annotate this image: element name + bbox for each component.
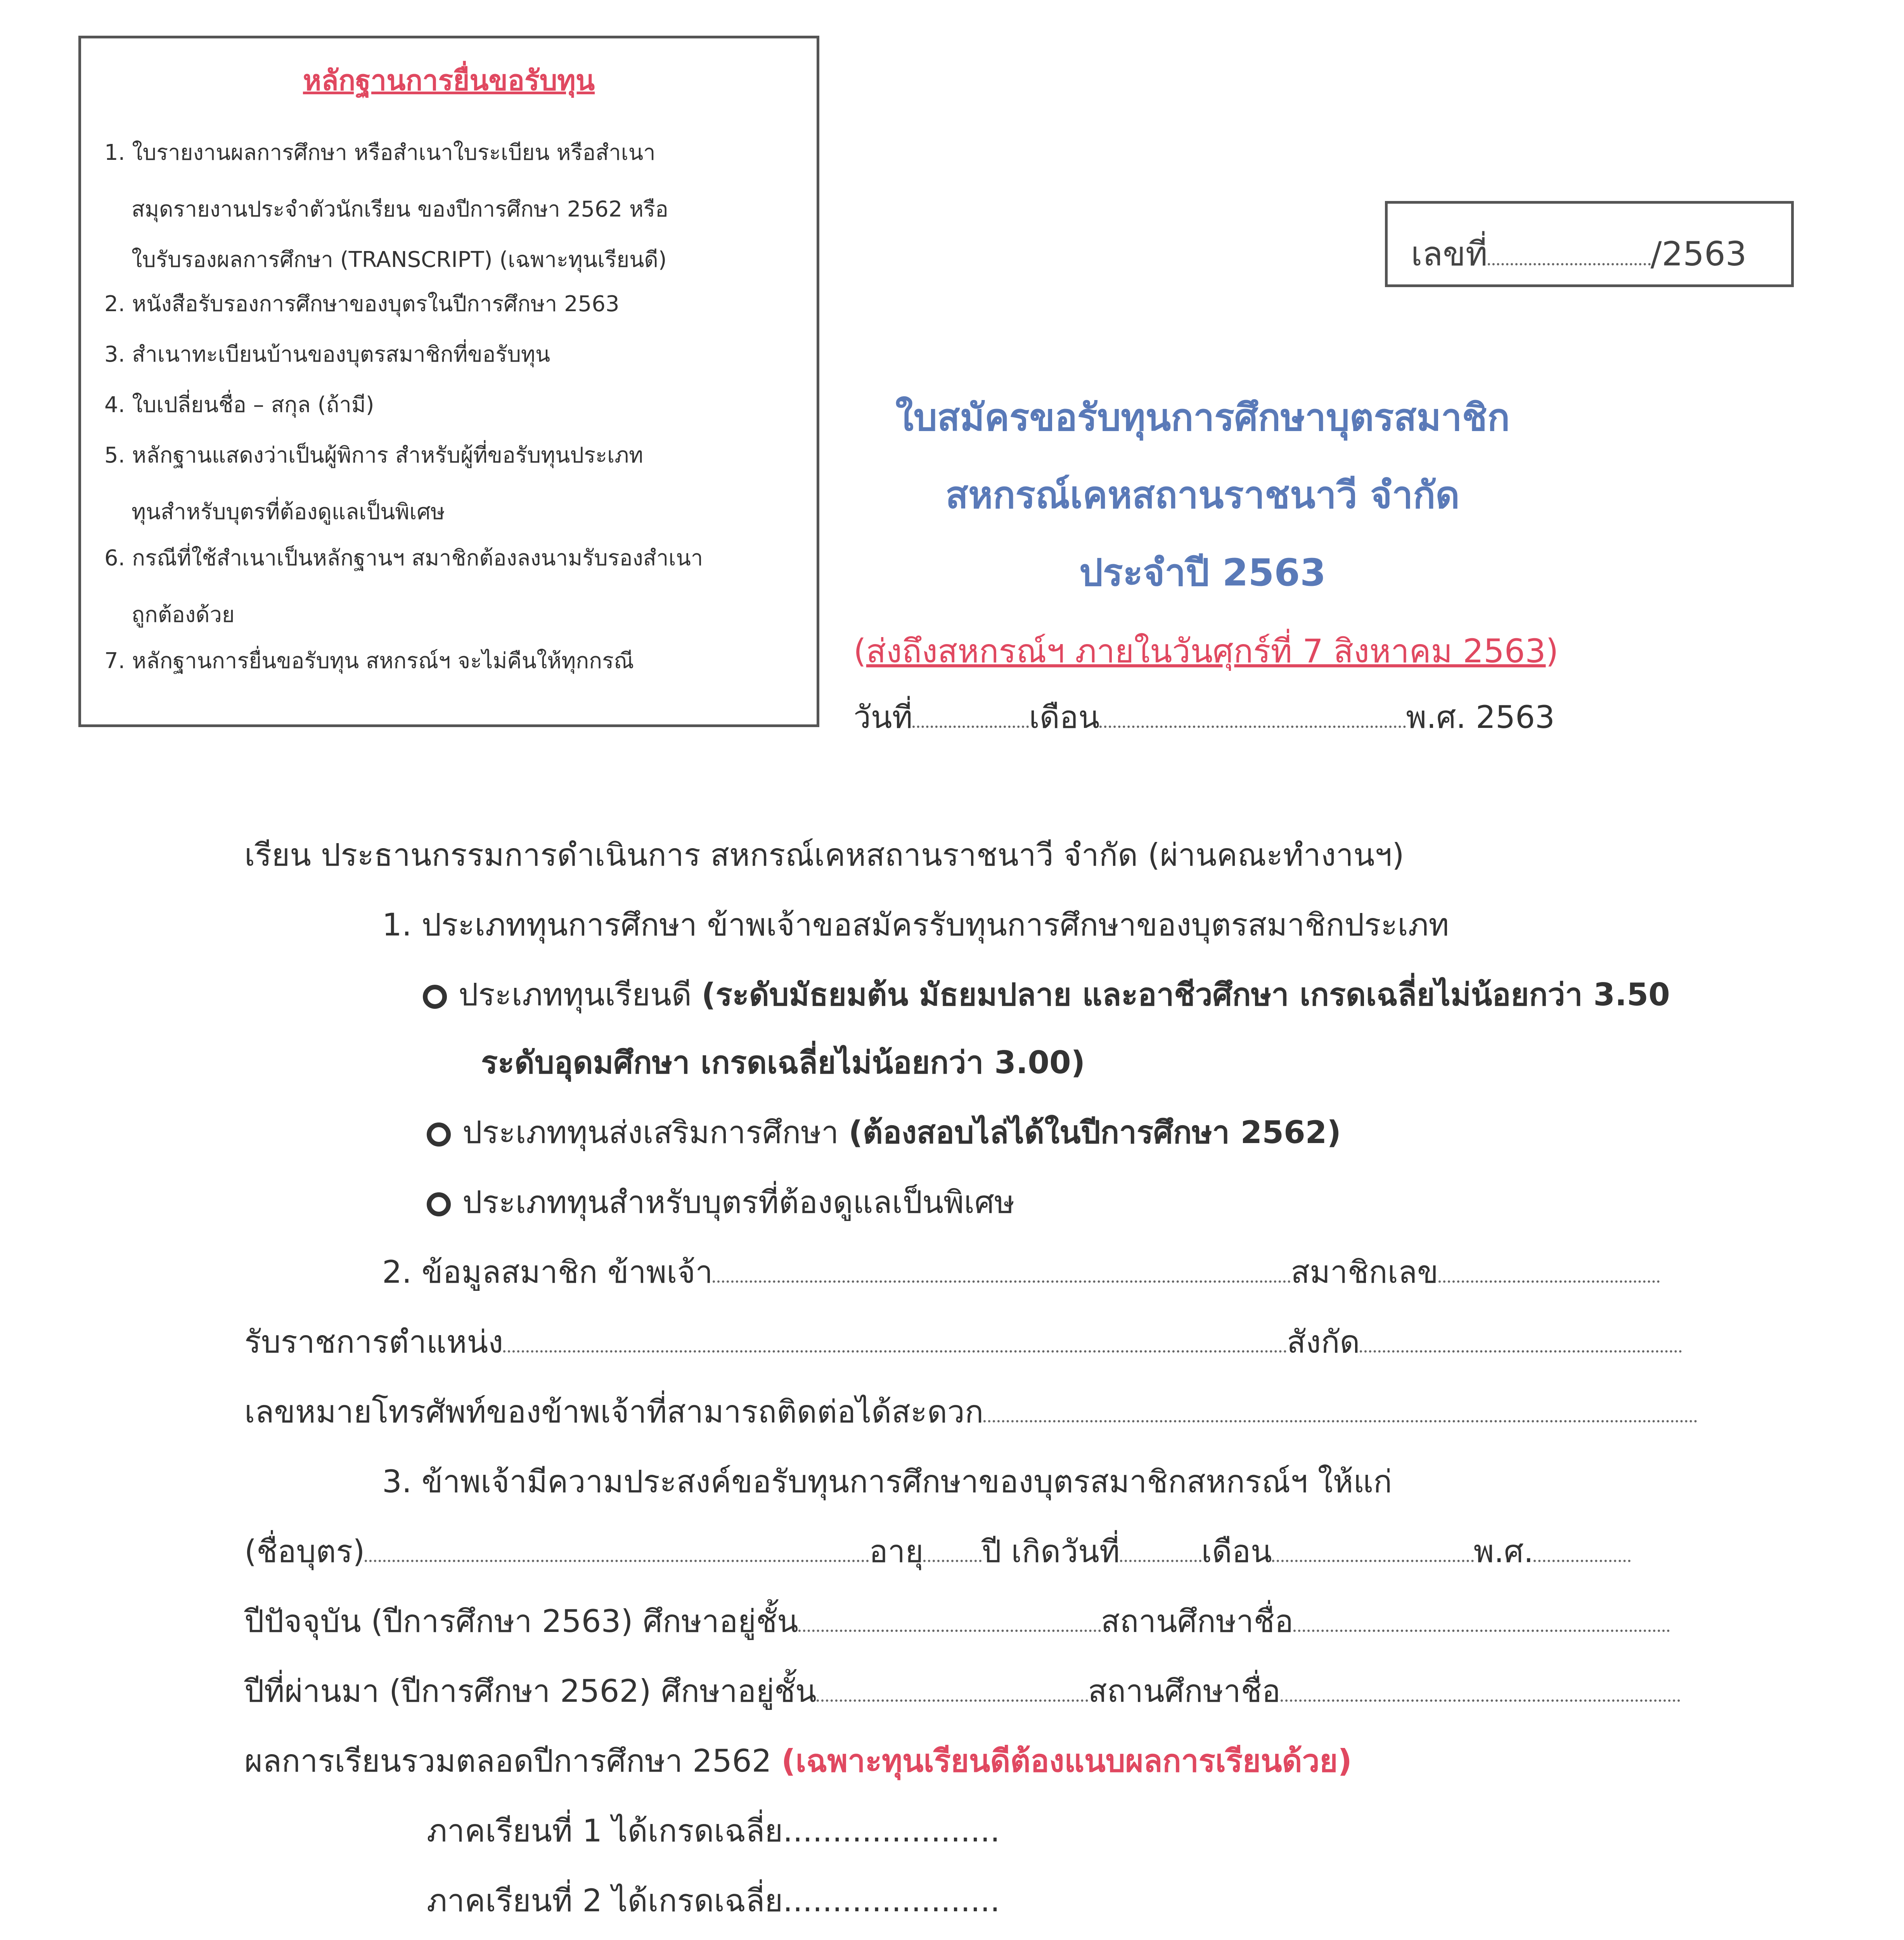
member-name-line [382, 1247, 1660, 1297]
birth-year-field[interactable] [1534, 1559, 1631, 1562]
evidence-item: สมุดรายงานประจำตัวนักเรียน ของปีการศึกษา 2562 หรือ [132, 197, 668, 222]
evidence-item: ทุนสำหรับบุตรที่ต้องดูแลเป็นพิเศษ [132, 499, 445, 525]
term1-grade[interactable]: ภาคเรียนที่ 1 ได้เกรดเฉลี่ย...................... [427, 1813, 1000, 1849]
current-school-label: สถานศึกษาชื่อ [1101, 1603, 1293, 1639]
evidence-item: ถูกต้องด้วย [132, 602, 235, 627]
deadline-open: ( [853, 632, 866, 670]
deadline-text: ส่งถึงสหกรณ์ฯ ภายในวันศุกร์ที่ 7 สิงหาคม 2563 [866, 632, 1546, 670]
evidence-item: 7. หลักฐานการยื่นขอรับทุน สหกรณ์ฯ จะไม่คืนให้ทุกกรณี [104, 648, 634, 674]
doc-number-year: /2563 [1650, 235, 1747, 274]
phone-field[interactable] [983, 1420, 1697, 1422]
evidence-item: 1. ใบรายงานผลการศึกษา หรือสำเนาใบระเบียน หรือสำเนา [104, 140, 656, 165]
support-radio[interactable] [427, 1122, 451, 1147]
date-year-label: พ.ศ. 2563 [1406, 699, 1555, 735]
child-name-field[interactable] [365, 1559, 869, 1562]
position-field[interactable] [503, 1350, 1287, 1353]
date-month-field[interactable] [1099, 725, 1406, 728]
birth-month-field[interactable] [1272, 1559, 1474, 1562]
birth-day-field[interactable] [1120, 1559, 1201, 1562]
member-no-label: สมาชิกเลข [1291, 1254, 1438, 1290]
evidence-item: ใบรับรองผลการศึกษา (TRANSCRIPT) (เฉพาะทุนเรียนดี) [132, 247, 667, 272]
special-radio[interactable] [427, 1192, 451, 1216]
evidence-title: หลักฐานการยื่นขอรับทุน [303, 64, 595, 97]
section1-heading: 1. ประเภททุนการศึกษา ข้าพเจ้าขอสมัครรับทุนการศึกษาของบุตรสมาชิกประเภท [382, 907, 1449, 943]
member-name-field[interactable] [713, 1280, 1291, 1283]
evidence-item: 5. หลักฐานแสดงว่าเป็นผู้พิการ สำหรับผู้ที่ขอรับทุนประเภท [104, 443, 644, 468]
coop-name: สหกรณ์เคหสถานราชนาวี จำกัด [945, 473, 1460, 517]
section3-heading: 3. ข้าพเจ้ามีความประสงค์ขอรับทุนการศึกษาของบุตรสมาชิกสหกรณ์ฯ ให้แก่ [382, 1464, 1392, 1500]
deadline-note [853, 625, 1558, 677]
merit-detail-2: ระดับอุดมศึกษา เกรดเฉลี่ยไม่น้อยกว่า 3.00) [481, 1044, 1085, 1081]
merit-label: ประเภททุนเรียนดี [459, 977, 702, 1013]
past-grade-field[interactable] [817, 1699, 1088, 1702]
special-label: ประเภททุนสำหรับบุตรที่ต้องดูแลเป็นพิเศษ [462, 1184, 1015, 1220]
child-name-label: (ชื่อบุตร) [244, 1533, 365, 1569]
result-note: (เฉพาะทุนเรียนดีต้องแนบผลการเรียนด้วย) [781, 1743, 1352, 1779]
date-day-label: วันที่ [853, 699, 913, 735]
member-no-field[interactable] [1438, 1280, 1660, 1283]
past-grade-label: ปีที่ผ่านมา (ปีการศึกษา 2562) ศึกษาอยู่ชั้น [244, 1673, 817, 1709]
phone-line [244, 1387, 1697, 1436]
evidence-item: 3. สำเนาทะเบียนบ้านของบุตรสมาชิกที่ขอรับทุน [104, 342, 550, 367]
date-day-field[interactable] [912, 725, 1029, 728]
past-school-field[interactable] [1281, 1699, 1680, 1702]
phone-label: เลขหมายโทรศัพท์ของข้าพเจ้าที่สามารถติดต่อได้สะดวก [244, 1394, 984, 1430]
current-grade-field[interactable] [798, 1629, 1101, 1632]
past-year-line [244, 1666, 1680, 1716]
form-title: ใบสมัครขอรับทุนการศึกษาบุตรสมาชิก [895, 396, 1510, 439]
term2-grade[interactable]: ภาคเรียนที่ 2 ได้เกรดเฉลี่ย...................... [427, 1883, 1000, 1919]
scholarship-option-support[interactable] [427, 1108, 1341, 1157]
salutation: เรียน ประธานกรรมการดำเนินการ สหกรณ์เคหสถานราชนาวี จำกัด (ผ่านคณะทำงานฯ) [244, 837, 1404, 873]
child-info-line [244, 1527, 1631, 1576]
current-grade-label: ปีปัจจุบัน (ปีการศึกษา 2563) ศึกษาอยู่ชั้น [244, 1603, 798, 1639]
scholarship-option-special[interactable] [427, 1178, 1015, 1227]
evidence-item: 6. กรณีที่ใช้สำเนาเป็นหลักฐานฯ สมาชิกต้องลงนามรับรองสำเนา [104, 546, 703, 571]
doc-number-label: เลขที่ [1411, 235, 1488, 274]
position-line [244, 1317, 1682, 1367]
unit-label: สังกัด [1287, 1324, 1360, 1360]
result-label: ผลการเรียนรวมตลอดปีการศึกษา 2562 [244, 1743, 782, 1779]
position-label: รับราชการตำแหน่ง [244, 1324, 504, 1360]
scholarship-option-merit[interactable] [423, 970, 1670, 1019]
evidence-item: 4. ใบเปลี่ยนชื่อ – สกุล (ถ้ามี) [104, 392, 374, 417]
date-month-label: เดือน [1029, 699, 1100, 735]
birth-year-label: พ.ศ. [1473, 1533, 1534, 1569]
birth-day-label: ปี เกิดวันที่ [981, 1533, 1120, 1569]
age-field[interactable] [923, 1559, 981, 1562]
current-year-line [244, 1597, 1670, 1646]
unit-field[interactable] [1360, 1350, 1682, 1353]
age-label: อายุ [869, 1533, 924, 1569]
doc-number-field[interactable] [1488, 263, 1651, 265]
doc-number-box [1385, 201, 1794, 287]
doc-number [1411, 227, 1746, 280]
merit-radio[interactable] [423, 985, 447, 1009]
current-school-field[interactable] [1293, 1629, 1670, 1632]
support-detail: (ต้องสอบไล่ได้ในปีการศึกษา 2562) [848, 1114, 1341, 1150]
section2-heading: 2. ข้อมูลสมาชิก ข้าพเจ้า [382, 1254, 713, 1290]
evidence-box [78, 36, 819, 727]
past-school-label: สถานศึกษาชื่อ [1088, 1673, 1281, 1709]
support-label: ประเภททุนส่งเสริมการศึกษา [462, 1114, 849, 1150]
form-year: ประจำปี 2563 [1079, 551, 1326, 594]
merit-detail: (ระดับมัธยมต้น มัธยมปลาย และอาชีวศึกษา เกรดเฉลี่ยไม่น้อยกว่า 3.50 [701, 977, 1670, 1013]
evidence-item: 2. หนังสือรับรองการศึกษาของบุตรในปีการศึกษา 2563 [104, 291, 620, 317]
birth-month-label: เดือน [1201, 1533, 1272, 1569]
date-line [853, 693, 1555, 742]
result-line [244, 1736, 1352, 1786]
deadline-close: ) [1546, 632, 1559, 670]
